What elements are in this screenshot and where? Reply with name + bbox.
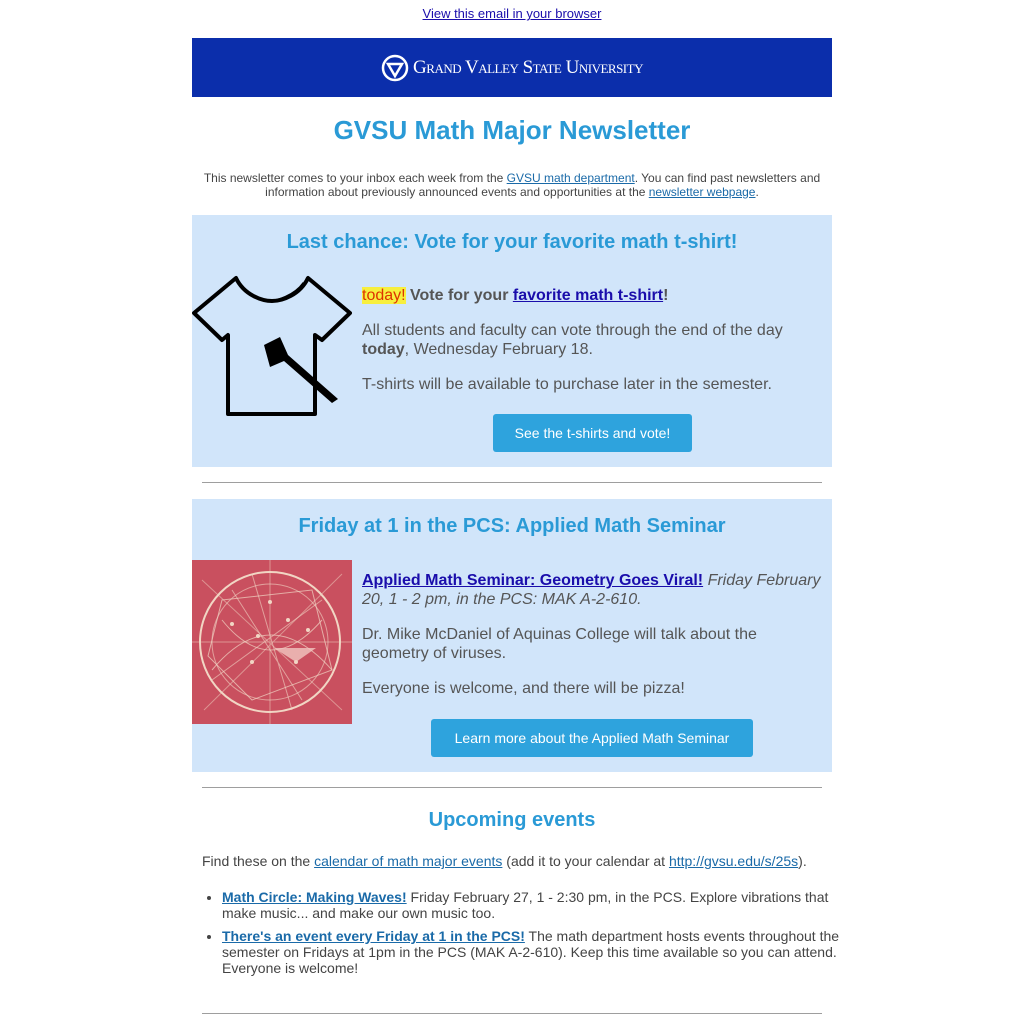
event-description: Friday February 27, 1 - 2:30 pm, in the PCS. Explore vibrations that make music... and make our own music too. <box>222 889 829 921</box>
seminar-section-title: Friday at 1 in the PCS: Applied Math Seminar <box>298 515 726 537</box>
tshirt-availability-text: T-shirts will be available to purchase later in the semester. <box>362 376 772 393</box>
event-link[interactable]: Math Circle: Making Waves! <box>222 889 407 905</box>
tshirt-body <box>362 286 822 410</box>
vote-text: Vote for your <box>405 287 513 304</box>
seminar-welcome-text: Everyone is welcome, and there will be pizza! <box>362 680 685 697</box>
seminar-image <box>192 560 352 724</box>
seminar-speaker-text: Dr. Mike McDaniel of Aquinas College will talk about the geometry of viruses. <box>362 626 757 662</box>
event-link[interactable]: There's an event every Friday at 1 in the PCS! <box>222 928 525 944</box>
events-intro-text: (add it to your calendar at <box>502 853 669 869</box>
list-item <box>222 889 842 921</box>
tshirt-vote-link[interactable]: favorite math t-shirt <box>512 287 664 304</box>
events-intro <box>202 853 832 869</box>
vote-deadline-text: All students and faculty can vote through the end of the day <box>362 322 783 339</box>
vote-date-text: , Wednesday February 18. <box>404 341 593 358</box>
university-logo[interactable] <box>381 54 643 82</box>
today-highlight: today! <box>362 287 406 304</box>
university-logo-text: Grand Valley State University <box>413 56 643 78</box>
events-calendar-link[interactable]: calendar of math major events <box>314 853 503 869</box>
seminar-body <box>362 571 822 714</box>
events-calendar-url-link[interactable]: http://gvsu.edu/s/25s <box>668 853 799 869</box>
divider <box>202 787 822 788</box>
today-bold: today <box>362 341 405 358</box>
seminar-details: Friday February 20, 1 - 2 pm, in the PCS: MAK A-2-610. <box>362 572 821 608</box>
divider <box>202 1013 822 1014</box>
events-intro-text: ). <box>798 853 807 869</box>
intro-text: This newsletter comes to your inbox each week from the <box>203 171 507 185</box>
newsletter-intro <box>200 171 824 199</box>
events-list <box>202 889 842 983</box>
geometry-diagram-icon <box>192 560 352 724</box>
intro-text: . <box>755 185 759 199</box>
events-intro-text: Find these on the <box>202 853 315 869</box>
gvsu-logo-icon <box>381 54 409 82</box>
math-department-link[interactable]: GVSU math department <box>506 171 635 185</box>
seminar-learn-more-button[interactable]: Learn more about the Applied Math Seminar <box>431 719 753 757</box>
seminar-link[interactable]: Applied Math Seminar: Geometry Goes Viral! <box>362 572 704 589</box>
events-title: Upcoming events <box>428 809 596 831</box>
tshirt-section-title: Last chance: Vote for your favorite math t-shirt! <box>286 231 738 253</box>
newsletter-title: GVSU Math Major Newsletter <box>333 115 691 145</box>
tshirt-icon <box>192 275 352 417</box>
list-item <box>222 928 842 976</box>
tshirt-vote-button[interactable]: See the t-shirts and vote! <box>493 414 692 452</box>
intro-text: . You can find past newsletters and information about previously announced events and opportunities at the <box>265 171 821 199</box>
vote-suffix: ! <box>663 287 669 304</box>
divider <box>202 482 822 483</box>
view-in-browser-link[interactable]: View this email in your browser <box>422 6 602 21</box>
tshirt-section <box>192 215 832 467</box>
newsletter-webpage-link[interactable]: newsletter webpage <box>648 185 756 199</box>
event-description: The math department hosts events throughout the semester on Fridays at 1pm in the PCS (MAK A-2-610). Keep this time available so you can attend. Everyone is welcome! <box>222 928 840 976</box>
university-banner <box>192 38 832 97</box>
view-in-browser <box>0 0 1024 30</box>
seminar-section <box>192 499 832 772</box>
